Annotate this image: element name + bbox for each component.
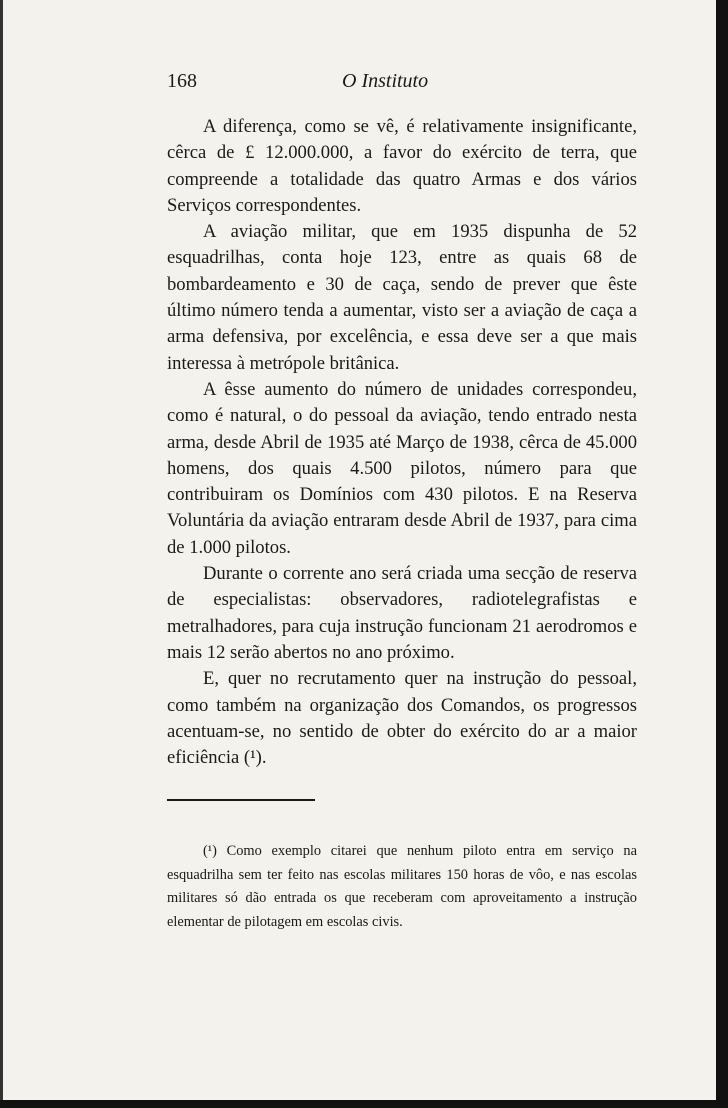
scan-edge-left bbox=[0, 0, 3, 1108]
running-title: O Instituto bbox=[342, 70, 429, 92]
scan-edge-right bbox=[716, 0, 728, 1108]
footnote-separator bbox=[167, 799, 315, 801]
footnote-text: (¹) Como exemplo citarei que nenhum piloto entra em serviço na esquadrilha sem ter feito nas escolas militares 150 horas de vôo, e nas escolas militares só dão entrada os que receberam com aproveitamento a instrução elementar de pilotagem em escolas civis. bbox=[167, 843, 637, 930]
paragraph: A diferença, como se vê, é relativamente insignificante, cêrca de £ 12.000.000, a favor do exército de terra, que compreende a totalidade das quatro Armas e dos vários Serviços correspondentes. bbox=[167, 116, 637, 216]
scan-edge-bottom bbox=[0, 1100, 728, 1108]
body-text bbox=[167, 114, 637, 771]
paragraph: E, quer no recrutamento quer na instrução do pessoal, como também na organização dos Comandos, os progressos acentuam-se, no sentido de obter do exército do ar a maior eficiência (¹). bbox=[167, 668, 637, 769]
page-number: 168 bbox=[167, 70, 197, 92]
paragraph: A êsse aumento do número de unidades correspondeu, como é natural, o do pessoal da aviação, tendo entrado nesta arma, desde Abril de 1935 até Março de 1938, cêrca de 45.000 homens, dos quais 4.500 pilotos, número para que contribuiram os Domínios com 430 pilotos. E na Reserva Voluntária da aviação entraram desde Abril de 1937, para cima de 1.000 pilotos. bbox=[167, 378, 637, 558]
paragraph: A aviação militar, que em 1935 dispunha de 52 esquadrilhas, conta hoje 123, entre as quais 68 de bombardeamento e 30 de caça, sendo de prever que êste último número tenda a aumentar, visto ser a aviação de caça a arma defensiva, por excelência, e essa deve ser a que mais interessa à metrópole britânica. bbox=[167, 221, 637, 374]
paragraph: Durante o corrente ano será criada uma secção de reserva de especialistas: observadores, radiotelegrafistas e metralhadores, para cuja instrução funcionam 21 aerodromos e mais 12 serão abertos no ano próximo. bbox=[167, 563, 637, 663]
page-header bbox=[167, 70, 637, 96]
footnote bbox=[167, 840, 637, 934]
